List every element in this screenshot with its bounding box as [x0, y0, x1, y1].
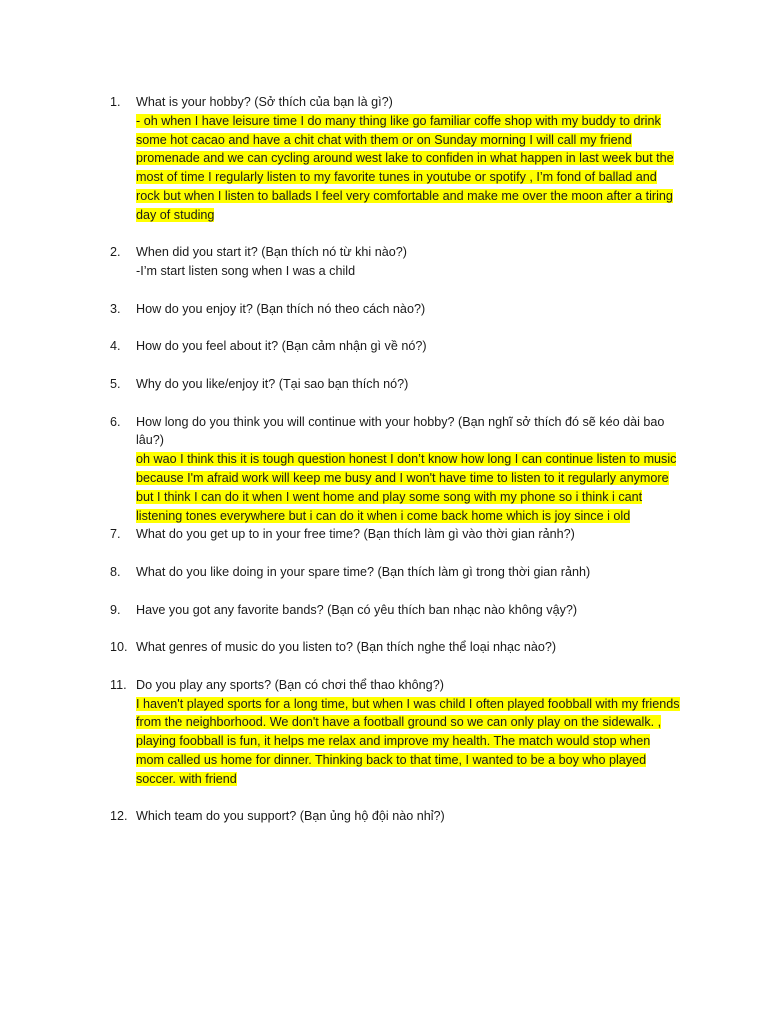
- question-text: How do you feel about it? (Bạn cảm nhận gì về nó?): [136, 339, 427, 354]
- question-text: What do you get up to in your free time? (Bạn thích làm gì vào thời gian rảnh?): [136, 527, 575, 542]
- item-number: 12.: [110, 809, 128, 824]
- question-text: How do you enjoy it? (Bạn thích nó theo cách nào?): [136, 301, 426, 316]
- item-number: 2.: [110, 245, 121, 260]
- item-number: 10.: [110, 640, 128, 655]
- list-item-9: [110, 601, 680, 620]
- document-body: [110, 93, 680, 826]
- question-text: When did you start it? (Bạn thích nó từ khi nào?): [136, 245, 407, 260]
- highlighted-answer: - oh when I have leisure time I do many thing like go familiar coffe shop with my buddy to drink some hot cacao and have a chit chat with them or on Sunday morning I will call my friend promenade and we can cycling around west lake to confiden in what happen in last week but the most of time I regularly listen to my favorite tunes in youtube or spotify , I’m fond of ballad and rock but when I listen to ballads I feel very comfortable and make me over the moon after a tiring day of studing: [136, 113, 674, 222]
- question-text: What do you like doing in your spare time? (Bạn thích làm gì trong thời gian rảnh): [136, 564, 591, 579]
- answer-text: -I’m start listen song when I was a child: [136, 264, 356, 279]
- list-item-5: [110, 375, 680, 394]
- question-text: What is your hobby? (Sở thích của bạn là gì?): [136, 95, 393, 109]
- item-number: 5.: [110, 376, 121, 391]
- list-item-10: [110, 638, 680, 657]
- question-text: Why do you like/enjoy it? (Tại sao bạn thích nó?): [136, 376, 409, 391]
- item-number: 1.: [110, 95, 121, 109]
- question-text: What genres of music do you listen to? (Bạn thích nghe thể loại nhạc nào?): [136, 640, 557, 655]
- item-number: 4.: [110, 339, 121, 354]
- list-item-11: [110, 676, 680, 789]
- item-number: 9.: [110, 602, 121, 617]
- list-item-6: [110, 413, 680, 526]
- list-item-2: [110, 243, 680, 281]
- list-item-12: [110, 807, 680, 826]
- item-number: 7.: [110, 527, 121, 542]
- item-number: 11.: [110, 677, 127, 692]
- list-item-8: [110, 563, 680, 582]
- highlighted-answer: oh wao I think this it is tough question honest I don’t know how long I can continue listen to music because I'm afraid work will keep me busy and I won't have time to listen to it regularly anymore but I think I can do it when I went home and play some song with my phone so i think i cant listening tones everywhere but i can do it when i come back home which is joy since i old: [136, 452, 677, 523]
- question-text: Have you got any favorite bands? (Bạn có yêu thích ban nhạc nào không vậy?): [136, 602, 578, 617]
- question-text: Which team do you support? (Bạn ủng hộ đội nào nhỉ?): [136, 809, 445, 824]
- list-item-3: [110, 300, 680, 319]
- list-item-4: [110, 337, 680, 356]
- item-number: 3.: [110, 301, 121, 316]
- item-number: 8.: [110, 564, 121, 579]
- list-item-1: [110, 93, 680, 225]
- question-text: How long do you think you will continue with your hobby? (Bạn nghĩ sở thích đó sẽ kéo dài bao lâu?): [136, 414, 665, 448]
- highlighted-answer: I haven't played sports for a long time, but when I was child I often played foobball with my friends from the neighborhood. We don't have a football ground so we can only play on the sidewalk. , playing foobball is fun, it helps me relax and improve my health. The match would stop when mom called us home for dinner. Thinking back to that time, I wanted to be a boy who played soccer. with friend: [136, 696, 680, 786]
- question-text: Do you play any sports? (Bạn có chơi thể thao không?): [136, 677, 444, 692]
- item-number: 6.: [110, 414, 121, 429]
- list-item-7: [110, 525, 680, 544]
